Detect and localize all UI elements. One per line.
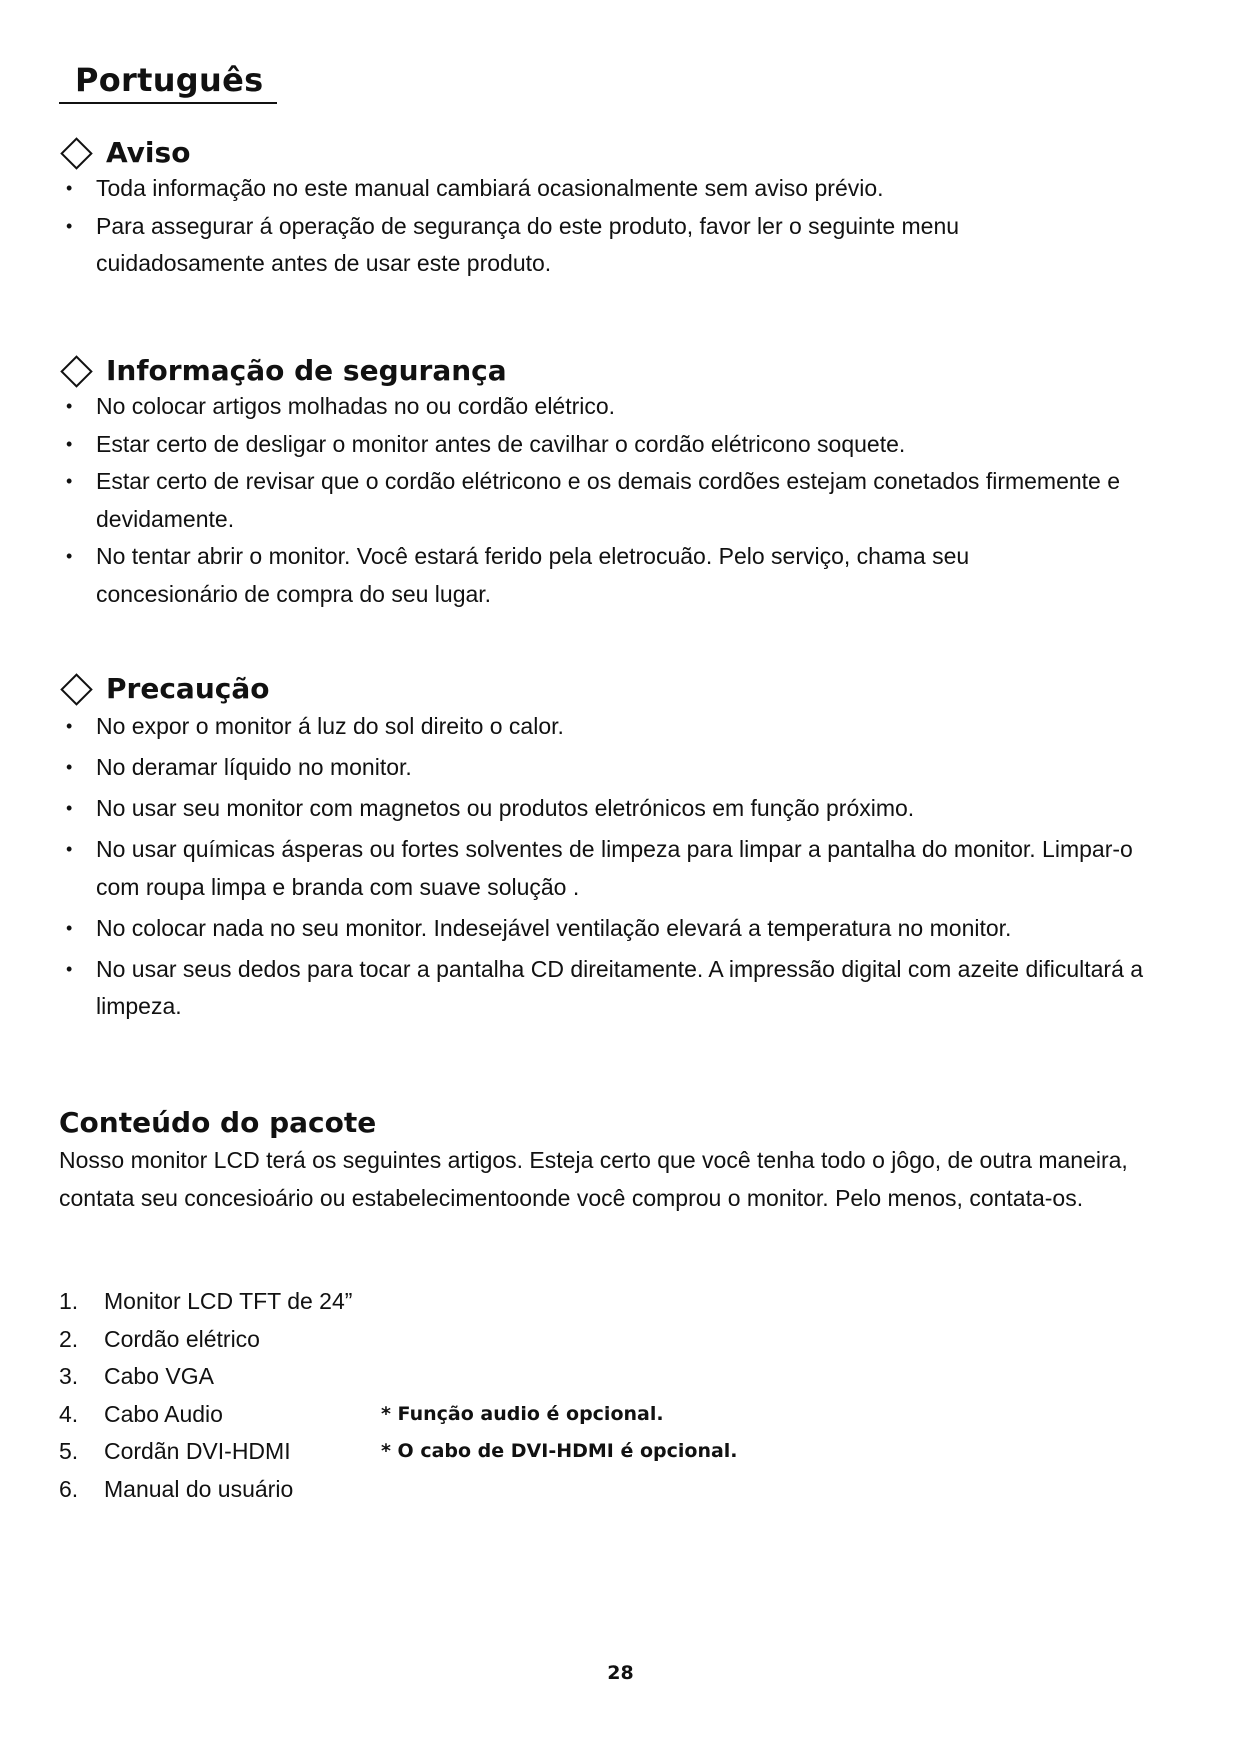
diamond-icon [60,355,93,388]
item-note: * O cabo de DVI-HDMI é opcional. [381,1440,738,1462]
section-heading-aviso [59,135,190,171]
bullet-icon: • [66,798,73,818]
bullet-icon: • [66,839,73,859]
item-number: 4. [59,1400,79,1427]
list-item: • Estar certo de desligar o monitor antes de cavilhar o cordão elétricono soquete. [63,426,1193,464]
list-item: • No usar seus dedos para tocar a pantalha CD direitamente. A impressão digital com azeite dificultará a limpeza. [63,951,1156,1026]
bullet-icon: • [66,178,73,198]
item-text: Manual do usuário [104,1475,294,1502]
item-number: 3. [59,1363,79,1389]
bullet-icon: • [66,471,73,491]
item-number: 5. [59,1438,79,1464]
list-item: • Para assegurar á operação de segurança do este produto, favor ler o seguinte menu cuidadosamente antes de usar este produto. [63,208,1096,283]
section-heading-text: Informação de segurança [106,354,507,387]
item-note: * Função audio é opcional. [381,1402,664,1425]
bullet-icon: • [66,396,73,416]
section-heading-precaucao [59,671,269,707]
section-heading-text: Precaução [106,672,270,705]
list-item: • Estar certo de revisar que o cordão elétricono e os demais cordões estejam conetados firmemente e devidamente. [63,463,1193,538]
bullet-icon: • [66,757,73,777]
list-item: • No usar químicas ásperas ou fortes solventes de limpeza para limpar a pantalha do monitor. Limpar-o com roupa limpa e branda com suave solução . [63,831,1156,906]
bullet-icon: • [66,917,73,938]
list-item [59,1471,959,1509]
bullet-icon: • [66,716,73,736]
diamond-icon [60,673,93,706]
seguranca-list [63,388,1193,613]
page-title: Português [59,60,277,104]
list-item [59,1396,959,1434]
item-number: 1. [59,1288,79,1314]
list-item: • No tentar abrir o monitor. Você estará ferido pela eletrocuão. Pelo serviço, chama seu concesionário de compra do seu lugar. [63,538,1096,613]
package-heading: Conteúdo do pacote [59,1106,377,1139]
list-item: • No colocar artigos molhadas no ou cordão elétrico. [63,388,1193,426]
precaucao-list [63,708,1193,1029]
aviso-list [63,170,1193,283]
list-item [59,1321,959,1359]
diamond-icon [60,137,93,170]
bullet-icon: • [66,958,73,979]
item-text: Cabo VGA [104,1363,214,1389]
list-item: • No expor o monitor á luz do sol direito o calor. [63,708,1193,746]
bullet-icon: • [66,433,73,454]
section-heading-text: Aviso [106,136,191,169]
item-text: Cabo Audio [104,1400,223,1427]
item-number: 2. [59,1325,79,1352]
package-items-list [59,1283,959,1508]
list-item: • No colocar nada no seu monitor. Indesejável ventilação elevará a temperatura no monitor. [63,910,1193,948]
item-number: 6. [59,1475,79,1502]
item-text: Cordão elétrico [104,1325,260,1352]
list-item [59,1433,959,1471]
list-item [59,1283,959,1321]
list-item: • Toda informação no este manual cambiará ocasionalmente sem aviso prévio. [63,170,1193,208]
page-number: 28 [607,1662,634,1684]
list-item: • No deramar líquido no monitor. [63,749,1193,787]
package-intro: Nosso monitor LCD terá os seguintes artigos. Esteja certo que você tenha todo o jôgo, de outra maneira, contata seu concesioário ou estabelecimentoonde você comprou o monitor. Pelo menos, contata-os. [59,1147,1128,1211]
list-item [59,1358,959,1396]
section-heading-seguranca [59,353,507,389]
item-text: Monitor LCD TFT de 24” [104,1288,353,1314]
bullet-icon: • [66,215,73,236]
bullet-icon: • [66,546,73,566]
list-item: • No usar seu monitor com magnetos ou produtos eletrónicos em função próximo. [63,790,1193,828]
item-text: Cordãn DVI-HDMI [104,1438,291,1464]
